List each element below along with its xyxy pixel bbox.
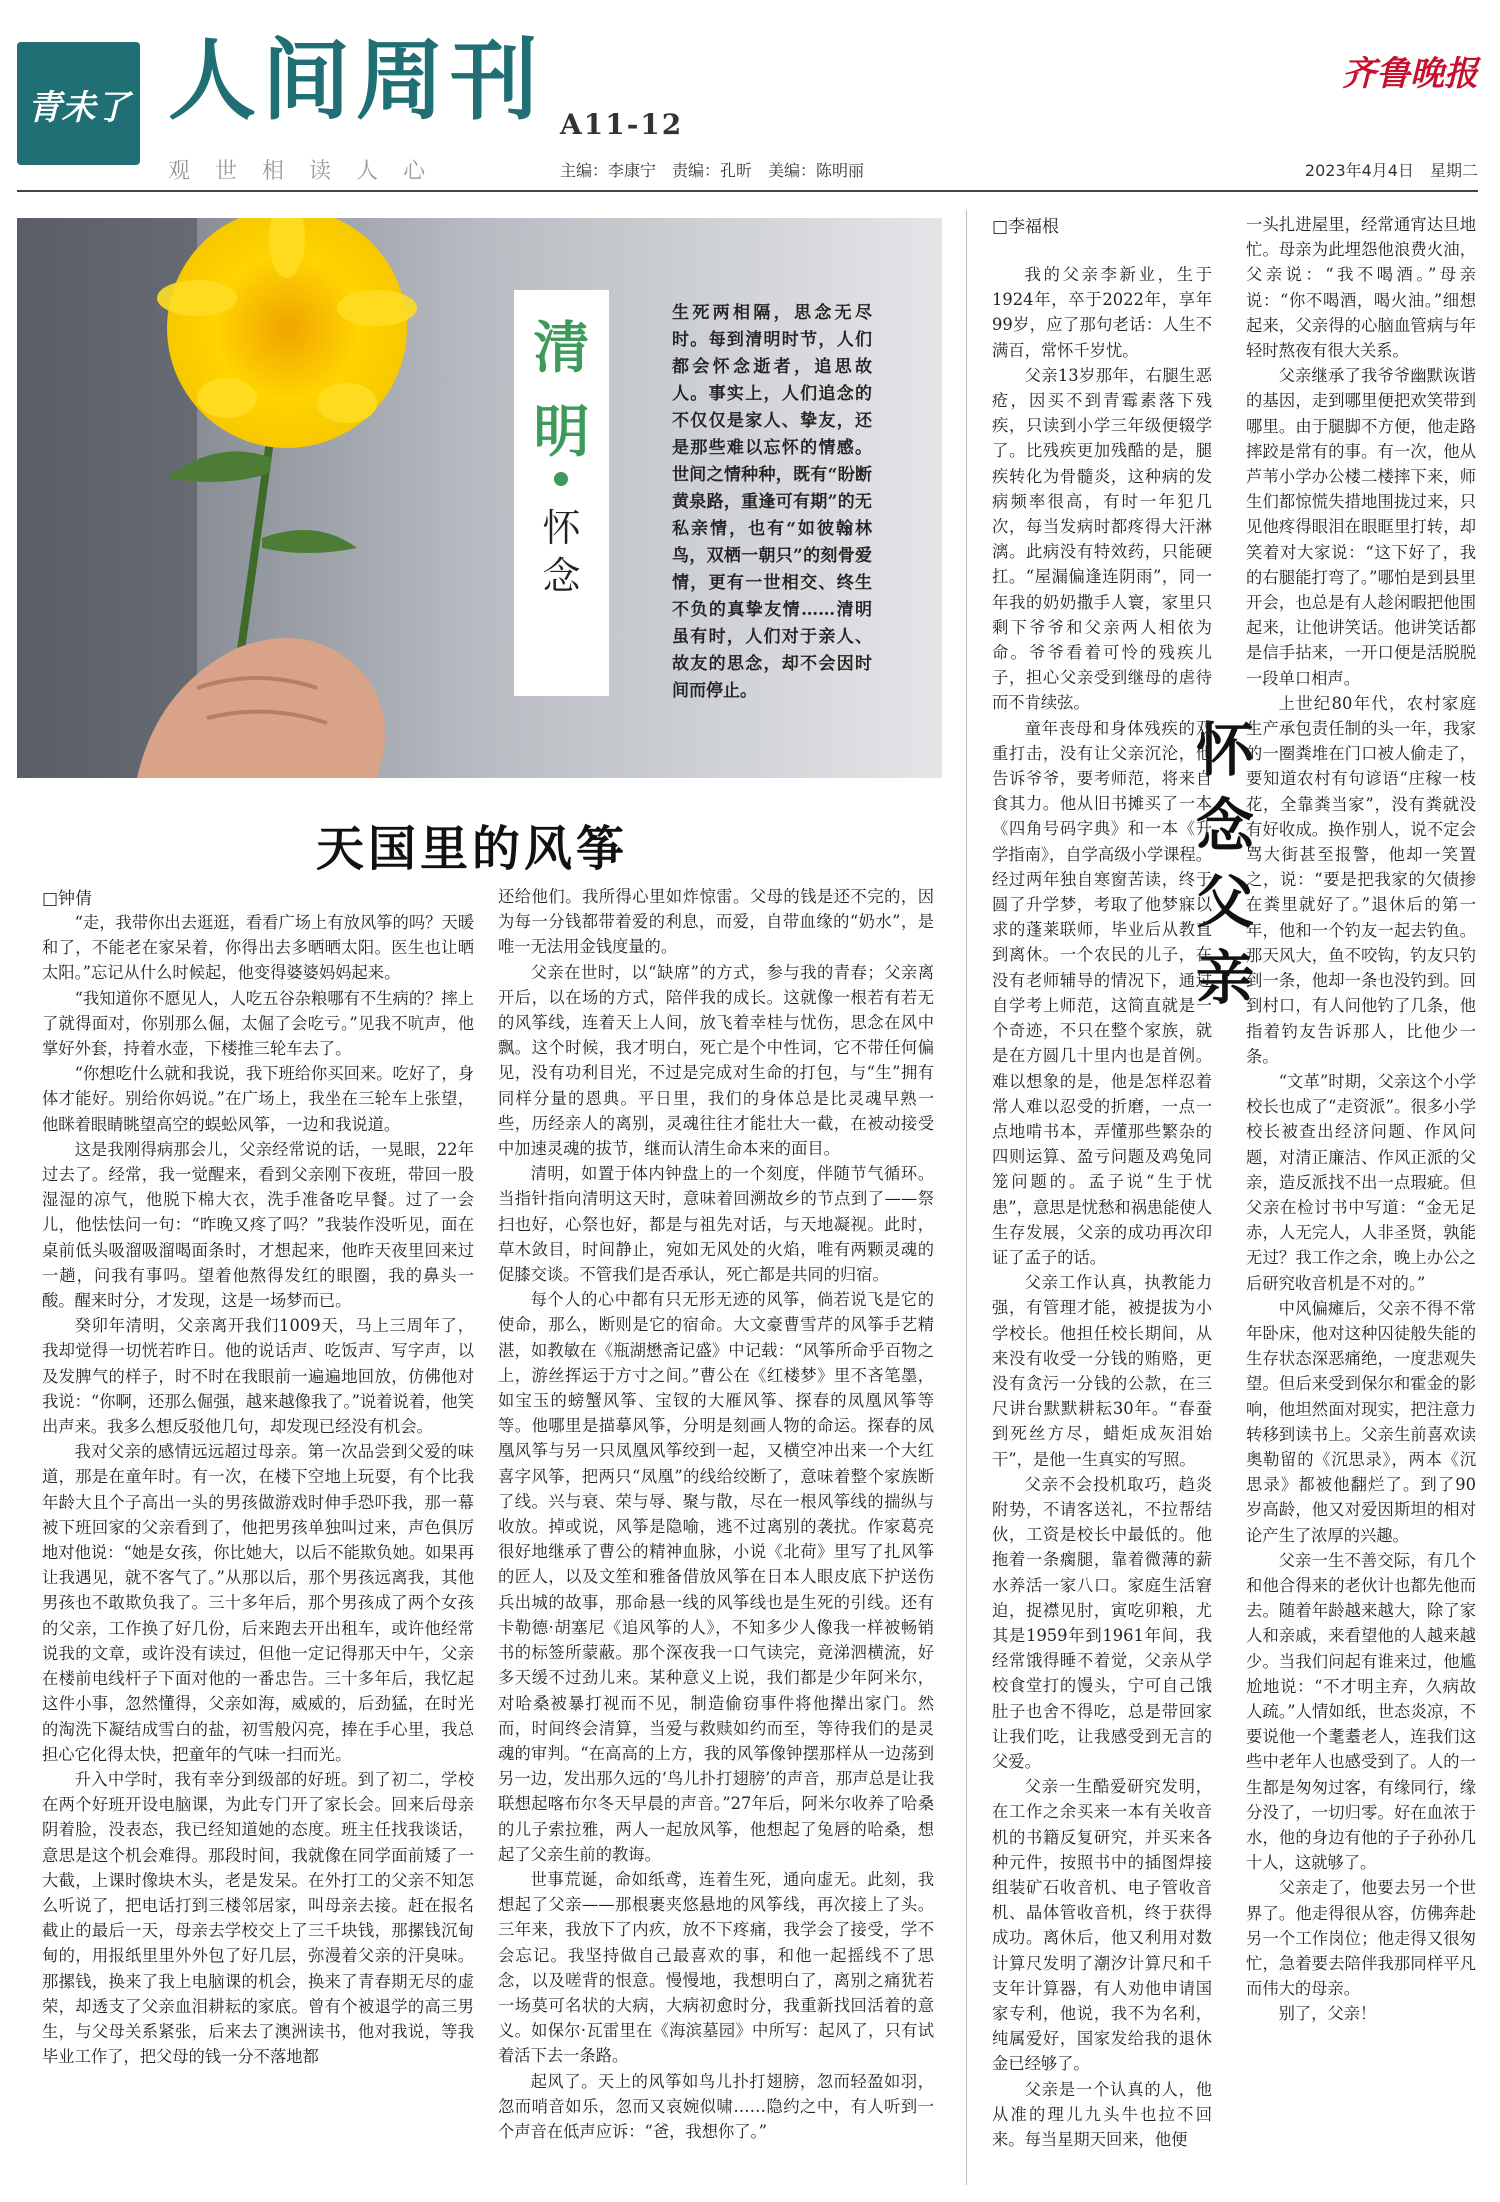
slogan-char: 人 <box>356 159 380 184</box>
paragraph: “我知道你不愿见人，人吃五谷杂粮哪有不生病的？摔上了就得面对，你别那么倔，太倔了会吃亏。”见我不吭声，他掌好外套，持着水壶，下楼推三轮车去了。 <box>42 988 474 1059</box>
paragraph: 上世纪80年代，农村家庭生产承包责任制的头一年，我家的一圈粪堆在门口被人偷走了，要知道农村有句谚语“庄稼一枝花，全靠粪当家”，没有粪就没有好收成。换作别人，说不定会骂大街甚至报警，他却一笑置之，说：“要是把我家的欠债掺在粪里就好了。”退休后的第一年，他和一个钓友一起去钓鱼。那天风大，鱼不咬钩，钓友只钓到一条，他却一条也没钓到。回到村口，有人问他钓了几条，他指着钓友告诉那人，比他少一条。 <box>1246 693 1476 1066</box>
edition-number: A11-12 <box>560 108 684 141</box>
slogan-char: 相 <box>262 159 286 184</box>
paragraph: “文革”时期，父亲这个小学校长也成了“走资派”。很多小学校长被查出经济问题、作风问题，对清正廉洁、作风正派的父亲，造反派找不出一点瑕疵。但父亲在检讨书中写道：“金无足赤，人无完人，人非圣贤，孰能无过？我工作之余，晚上办公之后研究收音机是不对的。” <box>1246 1071 1476 1293</box>
headline-char: 亲 <box>1196 944 1255 1012</box>
side-column-2 <box>1246 212 1476 2182</box>
title-dot-icon <box>554 472 568 486</box>
article-headline: 天国里的风筝 <box>316 821 629 877</box>
slogan-char: 心 <box>403 159 427 184</box>
feature-title-box <box>514 290 609 696</box>
paragraph: 清明，如置于体内钟盘上的一个刻度，伴随节气循环。当指针指向清明这天时，意味着回溯故乡的节点到了——祭扫也好，心祭也好，都是与祖先对话，与天地凝视。此时，草木敛目，时间静止，宛如无风处的火焰，唯有两颗灵魂的促膝交谈。不管我们是否承认，死亡都是共同的归宿。 <box>498 1164 934 1285</box>
editor-responsible: 责编：孔昕 <box>672 161 753 180</box>
subtitle-char: 念 <box>542 554 581 598</box>
paragraph: 世事荒诞，命如纸鸢，连着生死，通向虚无。此刻，我想起了父亲——那根裹夹悠悬地的风筝线，再次接上了头。三年来，我放下了内疚，放不下疼痛，我学会了接受，学不会忘记。我坚持做自己最喜欢的事，和他一起摇线不了思念，以及嗟背的恨意。慢慢地，我想明白了，离别之痛犹若一场莫可名状的大病，大病初愈时分，我重新找回活着的意义。如保尔·瓦雷里在《海滨墓园》中所写：起风了，只有试着活下去一条路。 <box>498 1869 934 2066</box>
slogan-char: 世 <box>215 159 239 184</box>
editor-chief: 主编：李康宁 <box>560 161 657 180</box>
slogan-char: 读 <box>309 159 333 184</box>
paragraph: 父亲13岁那年，右腿生恶疮，因买不到青霉素落下残疾，只读到小学三年级便辍学了。比残疾更加残酷的是，腿疾转化为骨髓炎，这种病的发病频率很高，有时一年犯几次，每当发病时都疼得大汗淋漓。此病没有特效药，只能硬扛。“屋漏偏逢连阴雨”，同一年我的奶奶撒手人寰，家里只剩下爷爷和父亲两人相依为命。爷爷看着可怜的残疾儿子，担心父亲受到继母的虐待而不肯续弦。 <box>992 365 1212 713</box>
paragraph: “你想吃什么就和我说，我下班给你买回来。吃好了，身体才能好。别给你妈说。”在广场上，我坐在三轮车上张望，他眯着眼睛眺望高空的蜈蚣风筝，一边和我说道。 <box>42 1064 474 1134</box>
column-divider <box>966 210 967 2185</box>
headline-char: 怀 <box>1196 716 1255 784</box>
side-article-author: □李福根 <box>992 217 1060 237</box>
paragraph: 父亲在世时，以“缺席”的方式，参与我的青春；父亲离开后，以在场的方式，陪伴我的成长。这就像一根若有若无的风筝线，连着天上人间，放飞着幸桂与忧伤，思念在风中飘。这个时候，我才明白，死亡是个中性词，它不带任何偏见，没有功利目光，不过是完成对生命的打包，与“生”拥有同样分量的恩典。平日里，我们的身体总是比灵魂早熟一些，历经亲人的离别，灵魂往往才能壮大一截，在被动接受中加速灵魂的拔节，继而认清生命本来的面目。 <box>498 962 934 1159</box>
paragraph: 我的父亲李新业，生于1924年，卒于2022年，享年99岁，应了那句老话：人生不满百，常怀千岁忧。 <box>992 265 1212 360</box>
headline-char: 念 <box>1196 792 1255 860</box>
logo-text: 青未了 <box>27 88 130 128</box>
article-column-1 <box>42 910 474 2175</box>
paragraph: 父亲一生不善交际，有几个和他合得来的老伙计也都先他而去。随着年龄越来越大，除了家人和亲戚，来看望他的人越来越少。当我们问起有谁来过，他尴尬地说：“不才明主弃，久病故人疏。”人情如纸，世态炎凉，不要说他一个耄耋老人，连我们这些中老年人也感受到了。人的一生都是匆匆过客，有缘同行，缘分没了，一切归零。好在血浓于水，他的身边有他的子子孙孙几十人，这就够了。 <box>1246 1550 1476 1873</box>
feature-subtitle <box>514 504 609 600</box>
paragraph: 癸卯年清明，父亲离开我们1009天，马上三周年了，我却觉得一切恍若昨日。他的说话声、吃饭声、写字声，以及发脾气的样子，时不时在我眼前一遍遍地回放，仿佛他对我说：“你啊，还那么倔强，越来越像我了。”说着说着，他笑出声来。我多么想反驳他几句，却发现已经没有机会。 <box>42 1316 474 1437</box>
paragraph: 父亲一生酷爱研究发明，在工作之余买来一本有关收音机的书籍反复研究，并买来各种元件，按照书中的插图焊接组装矿石收音机、电子管收音机、晶体管收音机，终于获得成功。离休后，他又利用对数计算尺发明了潮汐计算尺和千支年计算器，有人劝他申请国家专利，他说，我不为名利，纯属爱好，国家发给我的退休金已经够了。 <box>992 1777 1212 2074</box>
paragraph: 父亲不会投机取巧，趋炎附势，不请客送礼，不拉帮结伙，工资是校长中最低的。他拖着一条瘸腿，靠着微薄的薪水养活一家八口。家庭生活窘迫，捉襟见肘，寅吃卯粮，尤其是1959年到1961年间，我经常饿得睡不着觉，父亲从学校食堂打的馒头，宁可自己饿肚子也舍不得吃，总是带回家让我们吃，让我感受到无言的父爱。 <box>992 1474 1212 1771</box>
feature-title-char: 明 <box>533 399 590 465</box>
paragraph: 还给他们。我所得心里如炸惊雷。父母的钱是还不完的，因为每一分钱都带着爱的利息，而爱，自带血缘的“奶水”，是唯一无法用金钱度量的。 <box>498 887 934 957</box>
subtitle-char: 怀 <box>542 506 581 550</box>
editor-art: 美编：陈明丽 <box>768 161 865 180</box>
paragraph: 中风偏瘫后，父亲不得不常年卧床，他对这种囚徒般失能的生存状态深恶痛绝，一度悲观失望。但后来受到保尔和霍金的影响，他坦然面对现实，把注意力转移到读书上。父亲生前喜欢读奥勒留的《沉思录》，两本《沉思录》都被他翻烂了。到了90岁高龄，他又对爱因斯坦的相对论产生了浓厚的兴趣。 <box>1246 1298 1476 1545</box>
paragraph: 一头扎进屋里，经常通宵达旦地忙。母亲为此埋怨他浪费火油，父亲说：“我不喝酒。”母亲说：“你不喝酒，喝火油。”细想起来，父亲得的心脑血管病与年轻时熬夜有很大关系。 <box>1246 215 1476 361</box>
issue-date: 2023年4月4日 星期二 <box>1304 161 1478 180</box>
feature-title-char: 清 <box>533 315 590 381</box>
paragraph: 父亲走了，他要去另一个世界了。他走得很从容，仿佛奔赴另一个工作岗位；他走得又很匆忙，急着要去陪伴我那同样平凡而伟大的母亲。 <box>1246 1878 1476 1999</box>
paragraph: 童年丧母和身体残疾的双重打击，没有让父亲沉沦，他告诉爷爷，要考师范，将来自食其力。他从旧书摊买了一本《四角号码字典》和一本《升学指南》，自学高级小学课程。经过两年独自寒窗苦读，终于圆了升学梦，考取了他梦寐以求的蓬莱联师，毕业后从教直到离休。一个农民的儿子，在没有老师辅导的情况下，通过自学考上师范，这简直就是一个奇迹，不只在整个家族，就是在方圆几十里内也是首例。难以想象的是，他是怎样忍着常人难以忍受的折磨，一点一点地啃书本，弄懂那些繁杂的四则运算、盈亏问题及鸡兔同笼问题的。孟子说“生于忧患”，意思是忧愁和祸患能使人生存发展，父亲的成功再次印证了孟子的话。 <box>992 718 1212 1267</box>
logo <box>17 42 140 165</box>
headline-char: 父 <box>1196 868 1255 936</box>
paragraph: 父亲继承了我爷爷幽默诙谐的基因，走到哪里便把欢笑带到哪里。由于腿脚不方便，他走路摔跤是常有的事。有一次，他从芦苇小学办公楼二楼摔下来，师生们都惊慌失措地围拢过来，只见他疼得眼泪在眼眶里打转，却笑着对大家说：“这下好了，我的右腿能打弯了。”哪怕是到县里开会，也总是有人趁闲暇把他围起来，让他讲笑话。他讲笑话都是信手拈来，一开口便是活脱脱一段单口相声。 <box>1246 366 1476 688</box>
paragraph: 父亲工作认真，执教能力强，有管理才能，被提拔为小学校长。他担任校长期间，从来没有收受一分钱的贿赂，更没有贪污一分钱的公款，在三尺讲台默默耕耘30年。“春蚕到死丝方尽，蜡炬成灰泪始干”，是他一生真实的写照。 <box>992 1273 1212 1469</box>
paragraph: “走，我带你出去逛逛，看看广场上有放风筝的吗？天暖和了，不能老在家呆着，你得出去多晒晒太阳。医生也让晒太阳。”忘记从什么时候起，他变得婆婆妈妈起来。 <box>42 913 474 983</box>
feature-intro: 生死两相隔，思念无尽时。每到清明时节，人们都会怀念逝者，追思故人。事实上，人们追念的不仅仅是家人、挚友，还是那些难以忘怀的情感。世间之情种种，既有“盼断黄泉路，重逢可有期”的无私亲情，也有“如彼翰林鸟，双栖一朝只”的刻骨爱情，更有一世相交、终生不负的真挚友情……清明虽有时，人们对于亲人、故友的思念，却不会因时间而停止。 <box>672 303 872 701</box>
article-column-2 <box>498 884 934 2174</box>
page-title: 人间周刊 <box>168 28 545 132</box>
paragraph: 我对父亲的感情远远超过母亲。第一次品尝到父爱的味道，那是在童年时。有一次，在楼下空地上玩耍，有个比我年龄大且个子高出一头的男孩做游戏时伸手恐吓我，那一幕被下班回家的父亲看到了，他把男孩单独叫过来，声色俱厉地对他说：“她是女孩，你比她大，以后不能欺负她。如果再让我遇见，就不客气了。”从那以后，那个男孩远离我，其他男孩也不敢欺负我了。三十多年后，那个男孩成了两个女孩的父亲，工作换了好几份，后来跑去开出租车，或许他经常说我的文章，或许没有读过，但他一定记得那天中午，父亲在楼前电线杆子下面对他的一番忠告。三十多年后，我忆起这件小事，忽然懂得，父亲如海，威威的，后劲猛，在时光的淘洗下凝结成雪白的盐，初雪般闪亮，捧在手心里，我总担心它化得太快，把童年的气味一扫而光。 <box>42 1442 474 1764</box>
article-author: □钟倩 <box>42 889 93 909</box>
paragraph: 这是我刚得病那会儿，父亲经常说的话，一晃眼，22年过去了。经常，我一觉醒来，看到父亲刚下夜班，带回一股湿湿的凉气，他脱下棉大衣，洗手准备吃早餐。过了一会儿，他怯怯问一句：“昨晚又疼了吗？”我装作没听见，面在桌前低头吸溜吸溜喝面条时，才想起来，他昨天夜里回来过一趟，问我有事吗。望着他熬得发红的眼圈，我的鼻头一酸。醒来时分，才发现，这是一场梦而已。 <box>42 1139 474 1311</box>
masthead-divider <box>17 190 1478 192</box>
paragraph: 每个人的心中都有只无形无迹的风筝，倘若说飞是它的使命，那么，断则是它的宿命。大文豪曹雪芹的风筝手艺精湛，如教敏在《瓶湖懋斋记盛》中记载：“风筝所命乎百物之上，游丝挥运于方寸之间。”曹公在《红楼梦》里不吝笔墨，如宝玉的螃蟹风筝、宝钗的大雁风筝、探春的凤凰风筝等等。他哪里是描摹风筝，分明是刻画人物的命运。探春的凤凰风筝与另一只凤凰风筝绞到一起，又横空冲出来一个大红喜字风筝，把两只“凤凰”的线给绞断了，意味着整个家族断了线。兴与衰、荣与辱、聚与散，尽在一根风筝线的揣纵与收放。掉或说，风筝是隐喻，逃不过离别的袭扰。作家葛亮很好地继承了曹公的精神血脉，小说《北荷》里写了扎风筝的匠人，以及文笙和雅备借放风筝在日本人眼皮底下护送伤兵出城的故事，那命悬一线的风筝线也是生死的引线。还有卡勒德·胡塞尼《追风筝的人》，不知多少人像我一样被畅销书的标签所蒙蔽。那个深夜我一口气读完，竟涕泗横流，好多天缓不过劲儿来。某种意义上说，我们都是少年阿米尔，对哈桑被暴打视而不见，制造偷窃事件将他撵出家门。然而，时间终会清算，当爱与救赎如约而至，等待我们的是灵魂的审判。“在高高的上方，我的风筝像钟摆那样从一边荡到另一边，发出那久远的‘鸟儿扑打翅膀’的声音，那声总是让我联想起喀布尔冬天早晨的声音。”27年后，阿米尔收养了哈桑的儿子索拉雅，两人一起放风筝，他想起了兔唇的哈桑，想起了父亲生前的教诲。 <box>498 1290 934 1864</box>
slogan <box>168 154 450 185</box>
paragraph: 升入中学时，我有幸分到级部的好班。到了初二，学校在两个好班开设电脑课，为此专门开了家长会。回来后母亲阴着脸，没表态，我已经知道她的态度。班主任找我谈话，意思是这个机会难得。那段时间，我就像在同学面前矮了一大截，上课时像块木头，老是发呆。在外打工的父亲不知怎么听说了，把电话打到三楼邻居家，叫母亲去接。赶在报名截止的最后一天，母亲去学校交上了三千块钱，那摞钱沉甸甸的，用报纸里里外外包了好几层，弥漫着父亲的汗臭味。那摞钱，换来了我上电脑课的机会，换来了青春期无尽的虚荣，却透支了父亲血泪耕耘的家底。曾有个被退学的高三男生，与父母关系紧张，后来去了澳洲读书，他对我说，等我毕业工作了，把父母的钱一分不落地都 <box>42 1769 474 2067</box>
paragraph: 父亲是一个认真的人，他从准的理儿九头牛也拉不回来。每当星期天回来，他便 <box>992 2079 1212 2150</box>
paragraph: 起风了。天上的风筝如鸟儿扑打翅膀，忽而轻盈如羽，忽而哨音如乐，忽而又哀婉似啸……隐约之中，有人听到一个声音在低声应诉：“爸，我想你了。” <box>498 2071 934 2141</box>
newspaper-brand: 齐鲁晚报 <box>1342 54 1478 94</box>
side-column-1 <box>992 262 1212 2182</box>
editor-credits <box>560 158 880 181</box>
slogan-char: 观 <box>168 159 192 184</box>
paragraph: 别了，父亲！ <box>1278 2004 1377 2024</box>
